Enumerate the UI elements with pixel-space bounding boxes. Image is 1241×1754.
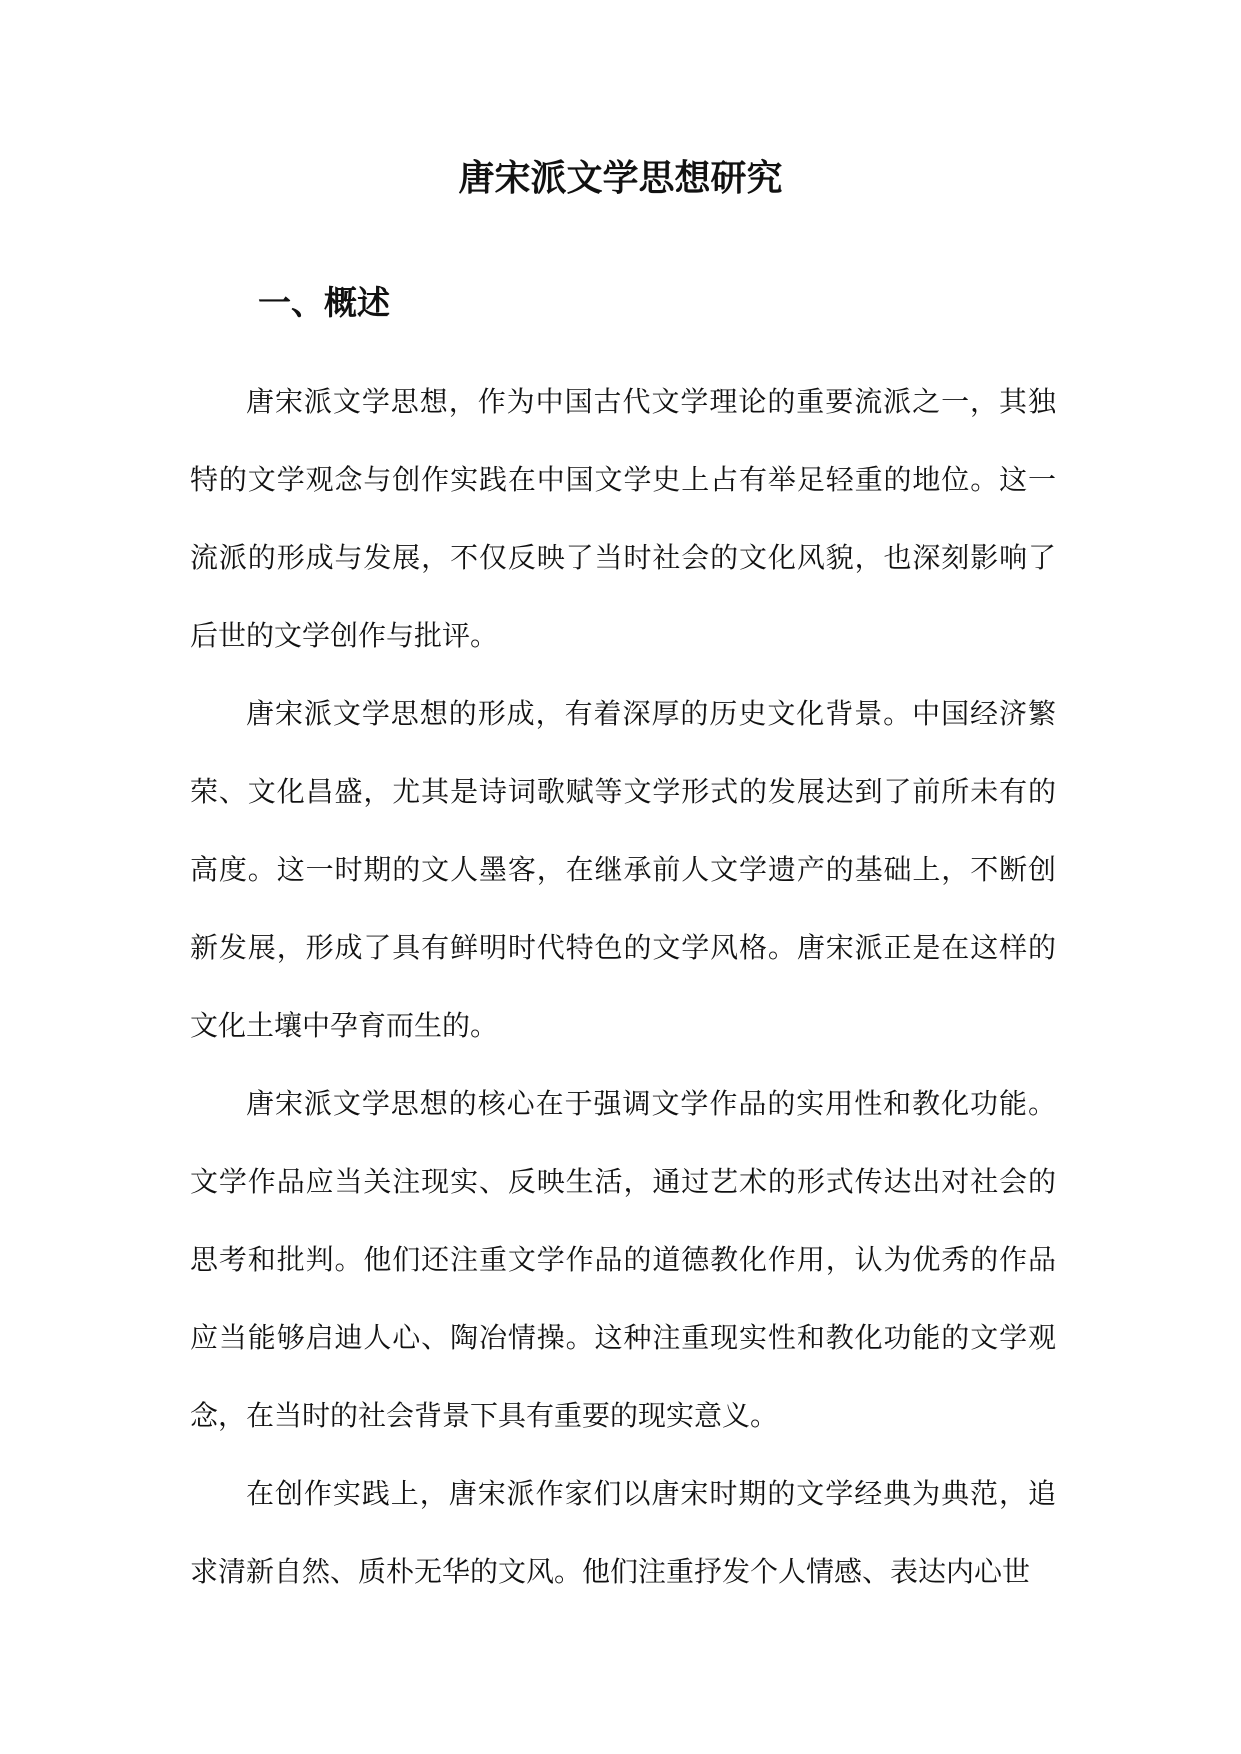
- document-body: [190, 363, 1056, 1611]
- section-heading: 一、概述: [258, 283, 390, 322]
- paragraph-2: 唐宋派文学思想的形成，有着深厚的历史文化背景。中国经济繁荣、文化昌盛，尤其是诗词歌赋等文学形式的发展达到了前所未有的高度。这一时期的文人墨客，在继承前人文学遗产的基础上，不断创新发展，形成了具有鲜明时代特色的文学风格。唐宋派正是在这样的文化土壤中孕育而生的。: [190, 697, 1056, 1042]
- paragraph-3: 唐宋派文学思想的核心在于强调文学作品的实用性和教化功能。文学作品应当关注现实、反映生活，通过艺术的形式传达出对社会的思考和批判。他们还注重文学作品的道德教化作用，认为优秀的作品应当能够启迪人心、陶冶情操。这种注重现实性和教化功能的文学观念，在当时的社会背景下具有重要的现实意义。: [190, 1087, 1056, 1432]
- paragraph-1: 唐宋派文学思想，作为中国古代文学理论的重要流派之一，其独特的文学观念与创作实践在中国文学史上占有举足轻重的地位。这一流派的形成与发展，不仅反映了当时社会的文化风貌，也深刻影响了后世的文学创作与批评。: [190, 385, 1056, 652]
- document-title: 唐宋派文学思想研究: [458, 157, 783, 199]
- paragraph-4: 在创作实践上，唐宋派作家们以唐宋时期的文学经典为典范，追求清新自然、质朴无华的文风。他们注重抒发个人情感、表达内心世: [190, 1477, 1056, 1588]
